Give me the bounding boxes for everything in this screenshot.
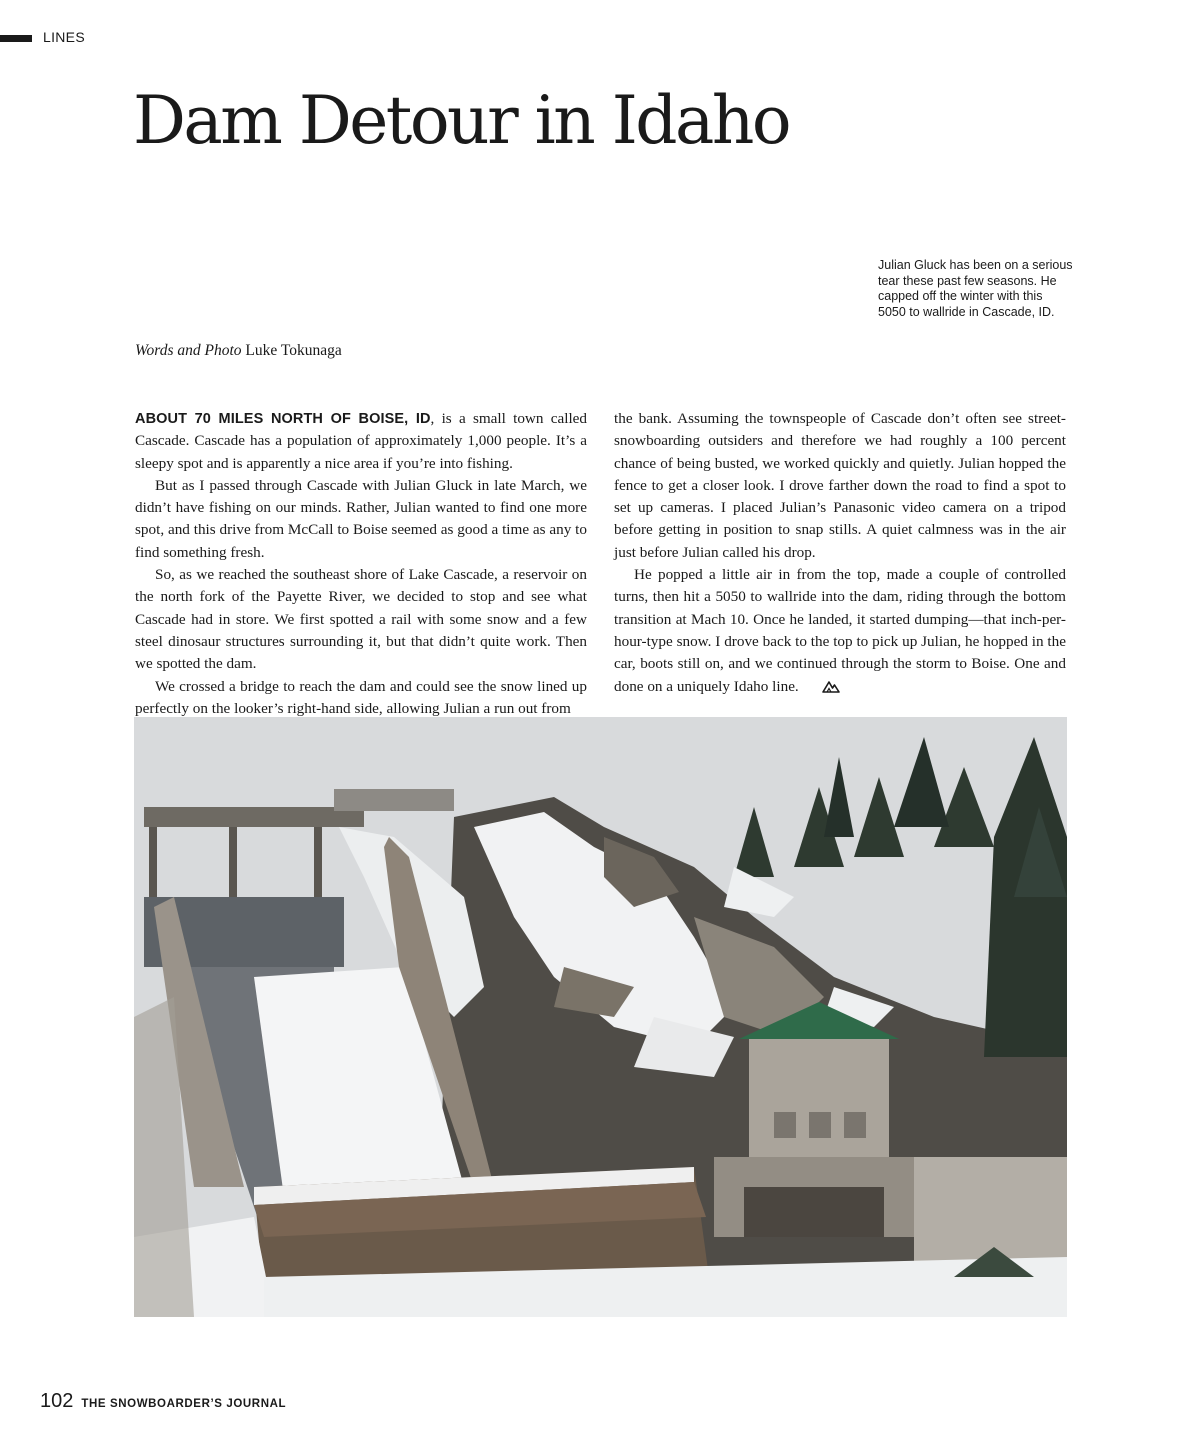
mountain-logo-icon bbox=[802, 678, 840, 700]
photo-caption: Julian Gluck has been on a serious tear these past few seasons. He capped off the winter with this 5050 to wallride in Cascade, ID. bbox=[878, 258, 1073, 319]
article-column-left bbox=[135, 408, 587, 720]
paragraph-1-rest: , is a small town called Cascade. Cascade has a population of approximately 1,000 people. It’s a sleepy spot and is apparently a nice area if you’re into fishing. bbox=[135, 410, 587, 472]
paragraph-4-continued: the bank. Assuming the townspeople of Cascade don’t often see street-snowboarding outsiders and therefore we had roughly a 100 percent chance of being busted, we worked quickly and quietly. Julian hopped the fence to get a closer look. I drove farther down the road to find a spot to set up cameras. I placed Julian’s Panasonic video camera on a tripod before getting in position to snap stills. A quiet calmness was in the air just before Julian called his drop. bbox=[614, 410, 1066, 561]
paragraph-1 bbox=[135, 408, 587, 475]
byline-prefix: Words and Photo bbox=[135, 342, 242, 359]
page-footer bbox=[40, 1390, 286, 1413]
dam-photo bbox=[134, 717, 1067, 1317]
byline-author: Luke Tokunaga bbox=[245, 342, 342, 359]
lead-in: ABOUT 70 MILES NORTH OF BOISE, ID bbox=[135, 411, 431, 427]
byline bbox=[135, 342, 342, 360]
paragraph-5 bbox=[614, 564, 1066, 700]
article-column-right bbox=[614, 408, 1066, 700]
section-label: LINES bbox=[43, 29, 85, 45]
section-marker-bar bbox=[0, 35, 32, 42]
paragraph-3: So, as we reached the southeast shore of Lake Cascade, a reservoir on the north fork of the Payette River, we decided to stop and see what Cascade had in store. We first spotted a rail with some snow and a few steel dinosaur structures surrounding it, but that didn’t quite work. Then we spotted the dam. bbox=[135, 566, 587, 673]
publication-name: THE SNOWBOARDER’S JOURNAL bbox=[81, 1398, 287, 1410]
paragraph-4-start: We crossed a bridge to reach the dam and could see the snow lined up perfectly on the looker’s right-hand side, allowing Julian a run out from bbox=[135, 677, 587, 717]
page-number: 102 bbox=[40, 1390, 74, 1412]
paragraph-5-text: He popped a little air in from the top, made a couple of controlled turns, then hit a 5050 to wallride into the dam, riding through the bottom transition at Mach 10. Once he landed, it started dumping—that inch-per-hour-type snow. I drove back to the top to pick up Julian, he hopped in the car, boots still on, and we continued through the storm to Boise. One and done on a uniquely Idaho line. bbox=[614, 566, 1066, 695]
paragraph-2: But as I passed through Cascade with Julian Gluck in late March, we didn’t have fishing on our minds. Rather, Julian wanted to find one more spot, and this drive from McCall to Boise seemed as good a time as any to find something fresh. bbox=[135, 476, 587, 561]
article-title: Dam Detour in Idaho bbox=[133, 82, 790, 159]
